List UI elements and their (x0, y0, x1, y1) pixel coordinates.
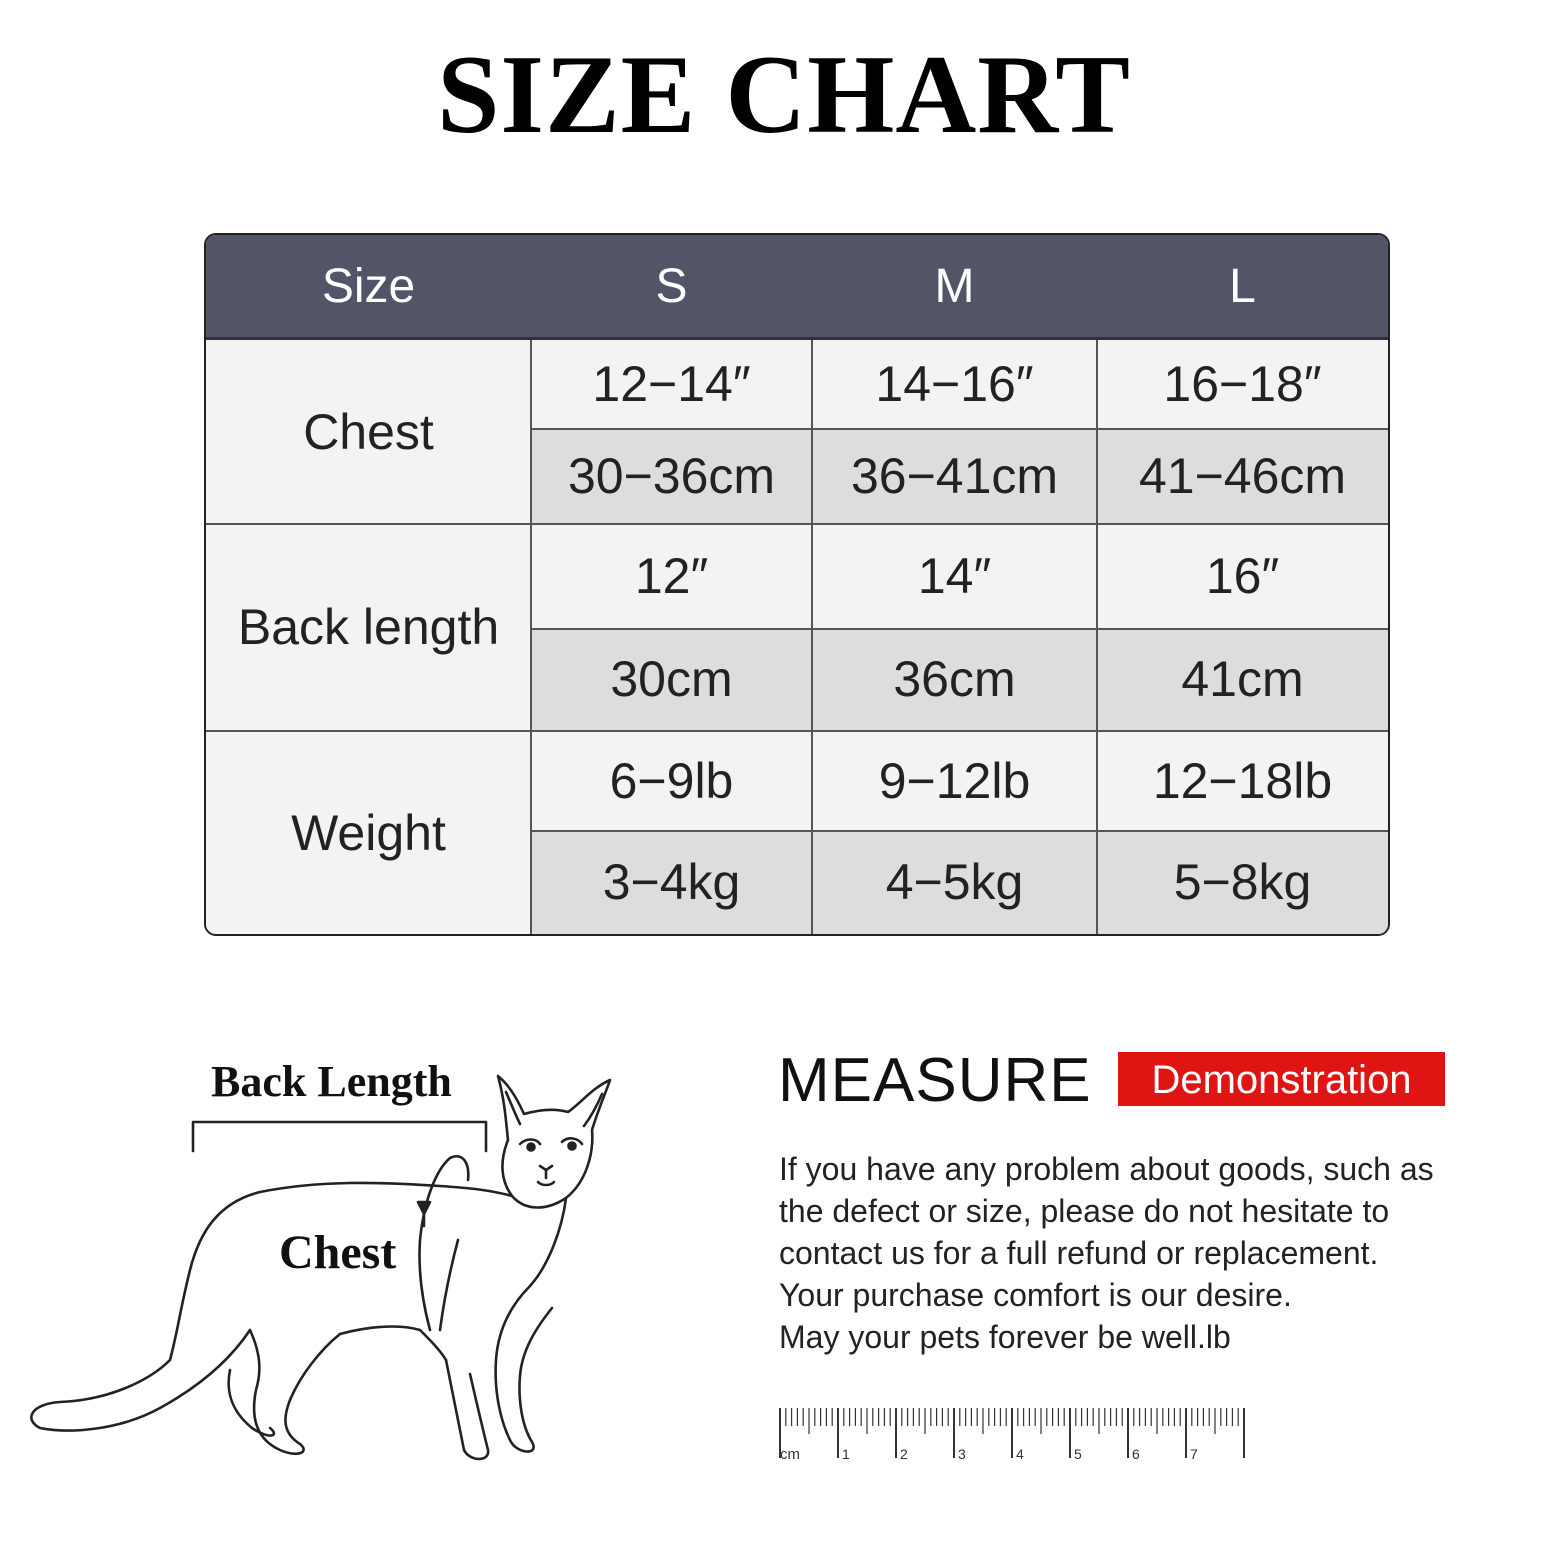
measure-text (779, 1148, 1479, 1358)
table-cell: 30cm (531, 628, 812, 730)
cat-illustration (0, 1030, 760, 1530)
row-label-back-length: Back length (206, 524, 531, 730)
row-label-weight: Weight (206, 731, 531, 934)
demonstration-badge: Demonstration (1118, 1052, 1445, 1106)
header-m: M (934, 260, 975, 313)
table-cell: 3−4kg (531, 830, 812, 934)
ruler-number: 1 (842, 1446, 850, 1462)
ruler-number: 2 (900, 1446, 908, 1462)
table-cell: 5−8kg (1097, 830, 1388, 934)
ruler-number: 3 (958, 1446, 966, 1462)
table-cell: 12−14″ (531, 340, 812, 428)
divider (531, 628, 1388, 630)
table-cell: 14−16″ (812, 340, 1097, 428)
measure-title: MEASURE (778, 1046, 1092, 1115)
table-cell: 41−46cm (1097, 428, 1388, 523)
table-header (206, 235, 1388, 340)
divider (206, 730, 1388, 732)
measure-line: If you have any problem about goods, such as (779, 1151, 1434, 1187)
chest-label: Chest (279, 1226, 397, 1279)
page-title: SIZE CHART (437, 33, 1131, 157)
table-cell: 41cm (1097, 628, 1388, 730)
row-label-chest: Chest (206, 340, 531, 523)
table-cell: 12−18lb (1097, 731, 1388, 830)
measure-line: Your purchase comfort is our desire. (779, 1277, 1292, 1313)
ruler-number: 5 (1074, 1446, 1082, 1462)
table-cell: 36cm (812, 628, 1097, 730)
table-cell: 4−5kg (812, 830, 1097, 934)
back-length-label: Back Length (211, 1057, 452, 1106)
ruler-number: 4 (1016, 1446, 1024, 1462)
ruler-number: 7 (1190, 1446, 1198, 1462)
divider (206, 523, 1388, 525)
table-cell: 12″ (531, 524, 812, 628)
measure-line: May your pets forever be well.lb (779, 1319, 1231, 1355)
header-l: L (1229, 260, 1256, 313)
divider (531, 830, 1388, 832)
table-cell: 9−12lb (812, 731, 1097, 830)
ruler-number: 6 (1132, 1446, 1140, 1462)
table-cell: 16″ (1097, 524, 1388, 628)
size-table (204, 233, 1390, 936)
table-cell: 16−18″ (1097, 340, 1388, 428)
measure-line: contact us for a full refund or replacement. (779, 1235, 1379, 1271)
cat-outline-icon (0, 1030, 760, 1530)
table-cell: 30−36cm (531, 428, 812, 523)
header-size: Size (321, 260, 416, 313)
measure-line: the defect or size, please do not hesitate to (779, 1193, 1390, 1229)
ruler-icon (778, 1404, 1248, 1464)
table-cell: 14″ (812, 524, 1097, 628)
divider (531, 428, 1388, 430)
table-cell: 36−41cm (812, 428, 1097, 523)
table-cell: 6−9lb (531, 731, 812, 830)
header-s: S (655, 260, 688, 313)
ruler-unit: cm (780, 1446, 800, 1463)
